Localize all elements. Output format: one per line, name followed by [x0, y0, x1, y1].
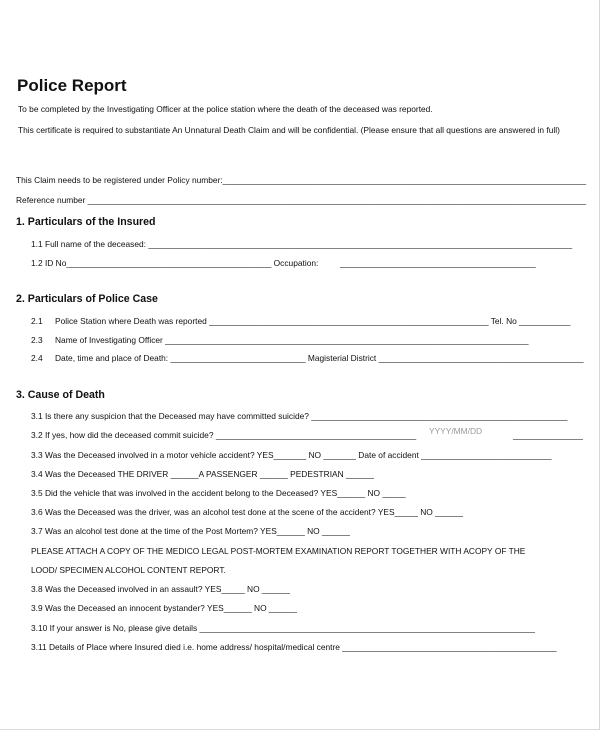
police-station-field[interactable]: Police Station where Death was reported ____________________________________________________________ Tel. No ___________	[55, 316, 571, 326]
intro-instruction: To be completed by the Investigating Officer at the police station where the death of the deceased was reported.	[18, 104, 433, 114]
postmortem-alcohol-test-field[interactable]: 3.7 Was an alcohol test done at the time of the Post Mortem? YES______ NO ______	[31, 526, 350, 536]
occupation-field[interactable]: __________________________________________	[340, 258, 536, 268]
details-field[interactable]: 3.10 If your answer is No, please give details ________________________________________________________________________	[31, 623, 535, 633]
date-placeholder[interactable]: YYYY/MM/DD	[429, 426, 483, 436]
motor-accident-field[interactable]: 3.3 Was the Deceased involved in a motor vehicle accident? YES_______ NO _______ Date of accident ____________________________	[31, 450, 552, 460]
section-3-heading: 3. Cause of Death	[16, 389, 105, 401]
scene-alcohol-test-field[interactable]: 3.6 Was the Deceased was the driver, was an alcohol test done at the scene of the accident? YES_____ NO ______	[31, 507, 464, 517]
attachment-notice-continued: LOOD/ SPECIMEN ALCOHOL CONTENT REPORT.	[31, 565, 226, 575]
suicide-method-field[interactable]: 3.2 If yes, how did the deceased commit suicide? ___________________________________________	[31, 430, 417, 440]
intro-confidentiality: This certificate is required to substantiate An Unnatural Death Claim and will be confidential. (Please ensure that all questions are answered in full)	[18, 125, 560, 135]
place-of-death-field[interactable]: 3.11 Details of Place where Insured died i.e. home address/ hospital/medical centre ______________________________________________	[31, 642, 557, 652]
section-2-heading: 2. Particulars of Police Case	[16, 293, 158, 305]
vehicle-ownership-field[interactable]: 3.5 Did the vehicle that was involved in the accident belong to the Deceased? YES______ NO _____	[31, 488, 406, 498]
id-number-field[interactable]: 1.2 ID No____________________________________________ Occupation:	[31, 258, 319, 268]
section-1-heading: 1. Particulars of the Insured	[16, 216, 156, 228]
assault-field[interactable]: 3.8 Was the Deceased involved in an assault? YES_____ NO ______	[31, 584, 290, 594]
deceased-role-field[interactable]: 3.4 Was the Deceased THE DRIVER ______A PASSENGER ______ PEDESTRIAN ______	[31, 469, 374, 479]
policy-number-field[interactable]: This Claim needs to be registered under Policy number:______________________________________________________________________________	[16, 175, 586, 185]
reference-number-field[interactable]: Reference number ___________________________________________________________________________________________________________	[16, 195, 587, 205]
suicide-suspicion-field[interactable]: 3.1 Is there any suspicion that the Deceased may have committed suicide? _______________________________________________________	[31, 411, 568, 421]
death-date-place-field[interactable]: Date, time and place of Death: _____________________________ Magisterial District ____________________________________________	[55, 353, 584, 363]
item-number: 2.1	[31, 316, 43, 326]
suicide-date-field[interactable]: _______________	[513, 430, 583, 440]
deceased-full-name-field[interactable]: 1.1 Full name of the deceased: ___________________________________________________________________________________________	[31, 239, 573, 249]
attachment-notice: PLEASE ATTACH A COPY OF THE MEDICO LEGAL POST-MORTEM EXAMINATION REPORT TOGETHER WITH ACOPY OF THE	[31, 546, 526, 556]
investigating-officer-field[interactable]: Name of Investigating Officer ______________________________________________________________________________	[55, 335, 529, 345]
bystander-field[interactable]: 3.9 Was the Deceased an innocent bystander? YES______ NO ______	[31, 603, 297, 613]
page-title: Police Report	[17, 76, 127, 95]
item-number: 2.3	[31, 335, 43, 345]
item-number: 2.4	[31, 353, 43, 363]
